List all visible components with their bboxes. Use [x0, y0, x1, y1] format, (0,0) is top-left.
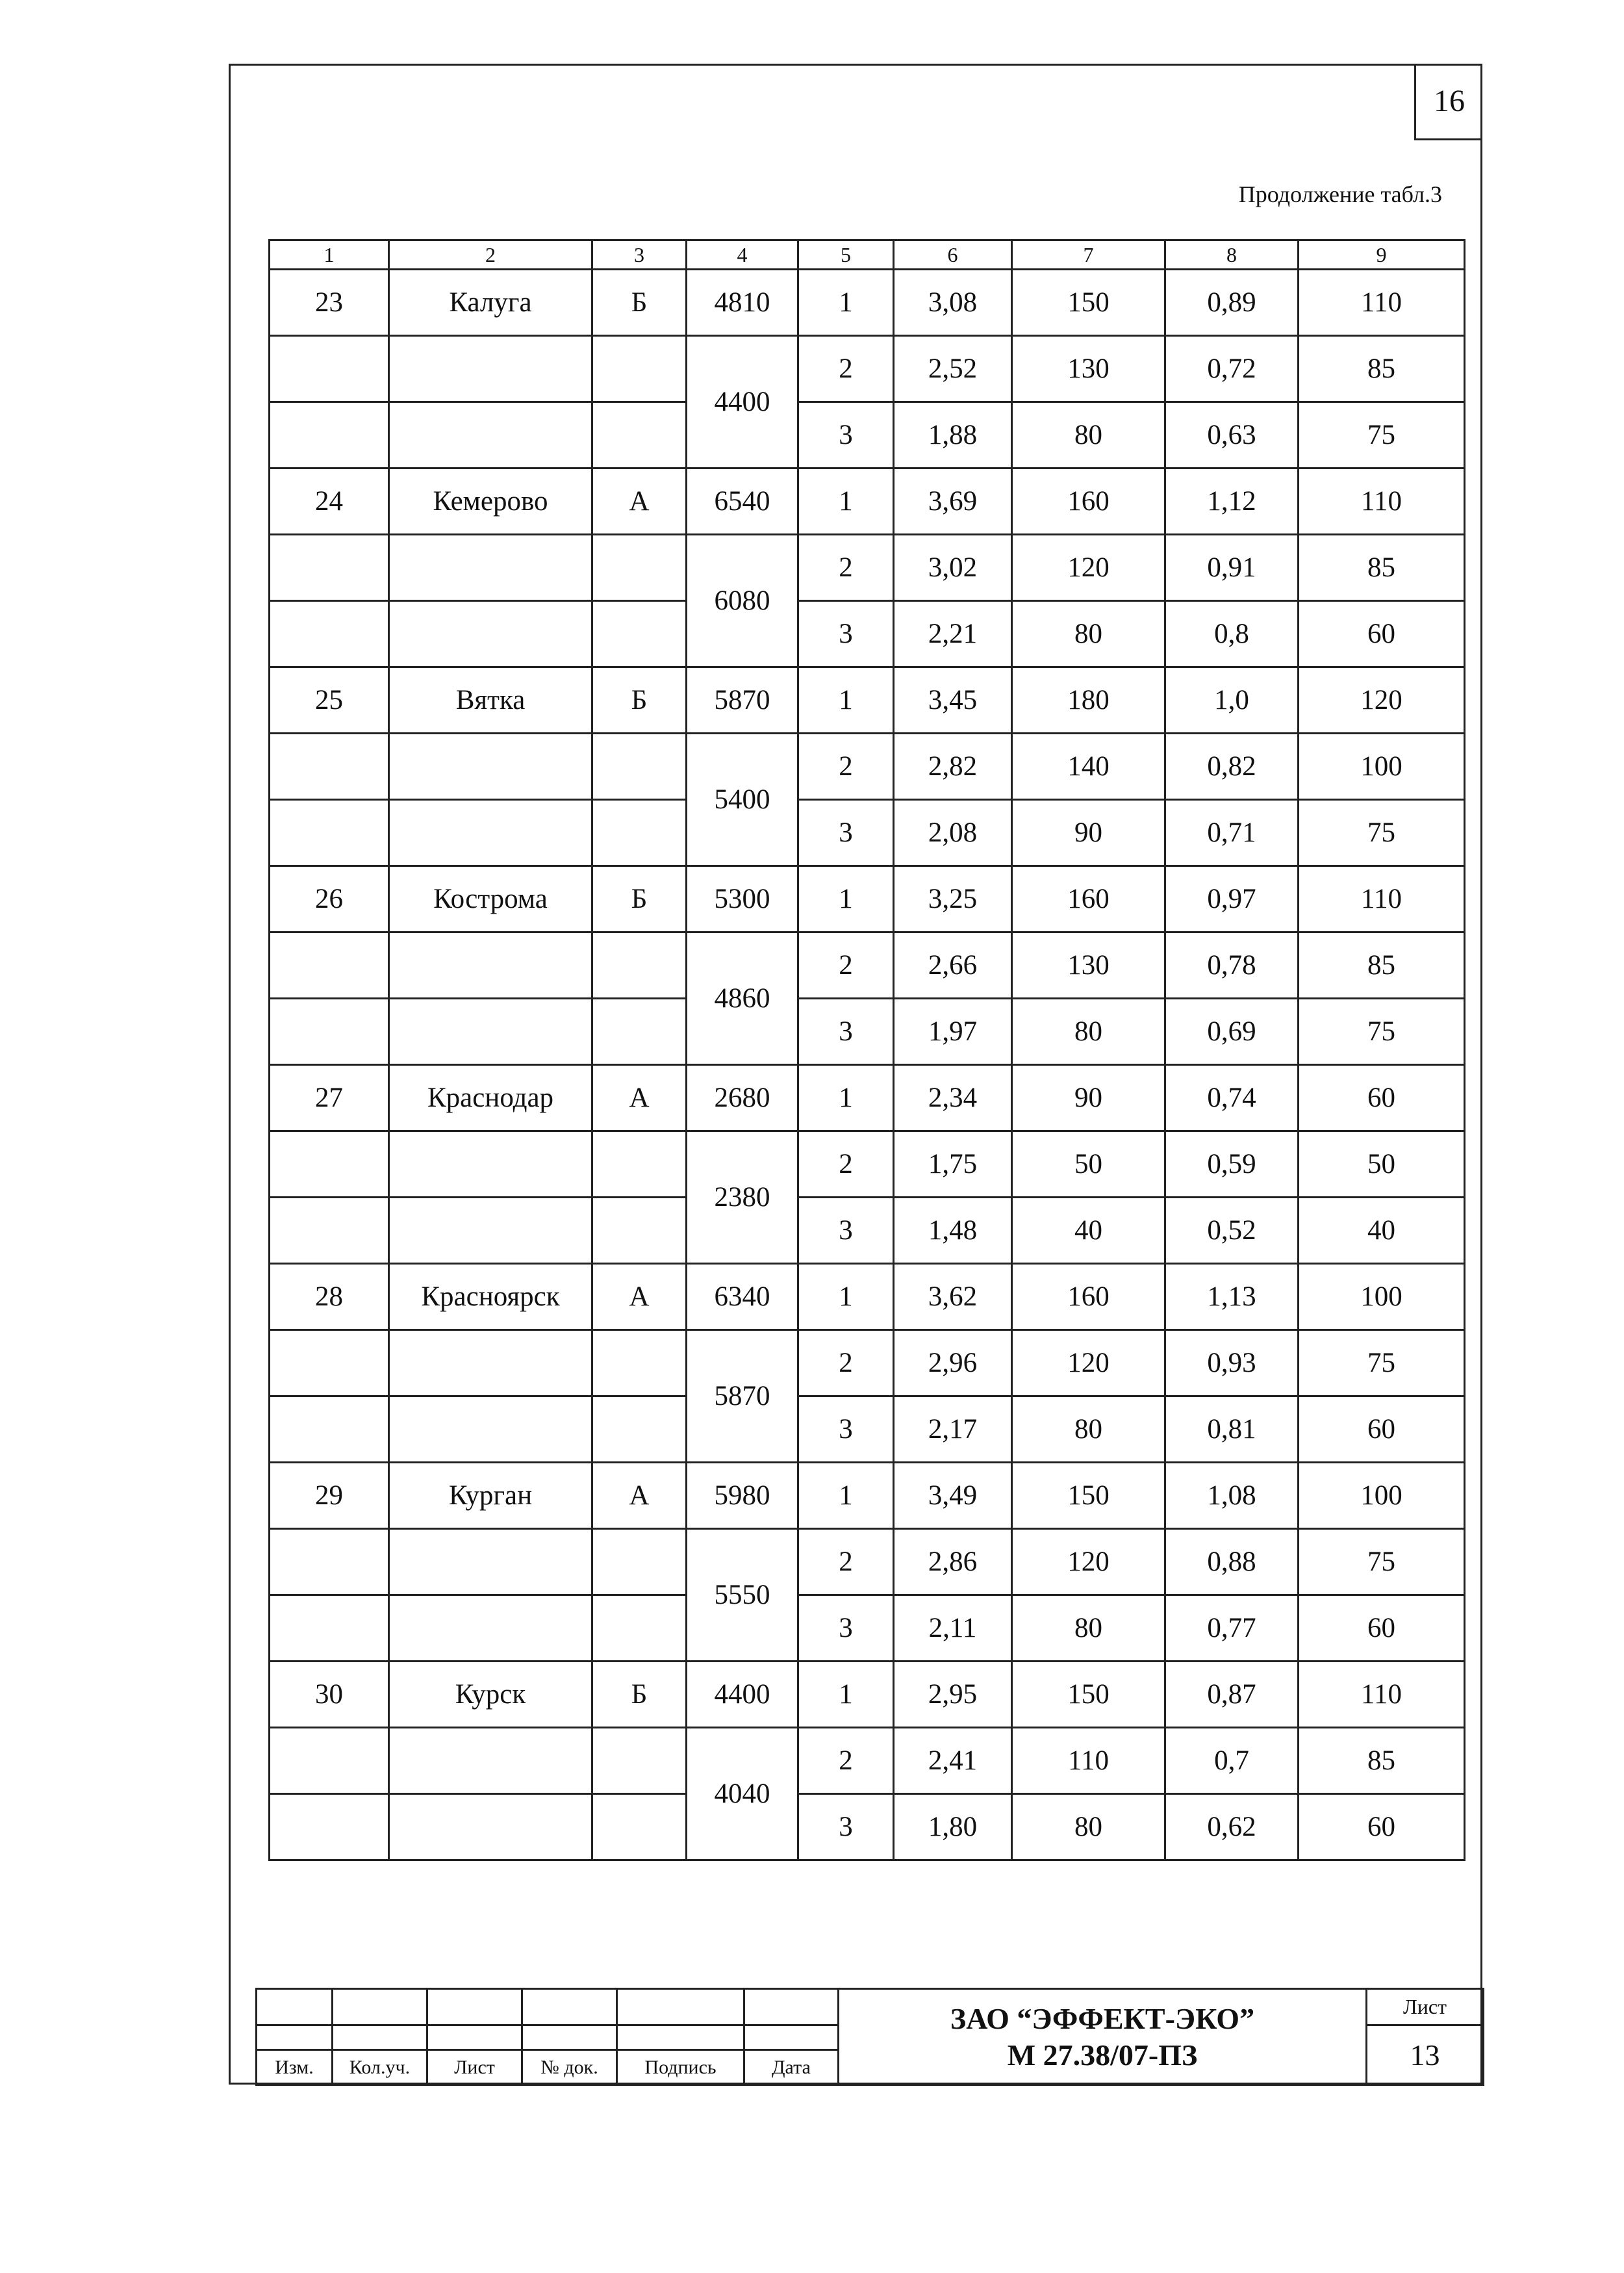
cell-value: 40 — [1012, 1198, 1165, 1264]
cell-value: 2,08 — [894, 800, 1012, 866]
cell-value: 3 — [798, 999, 894, 1065]
value-secondary: 6080 — [687, 535, 798, 667]
empty-cell — [270, 1330, 389, 1396]
empty-cell — [389, 1529, 592, 1595]
row-number: 23 — [270, 270, 389, 336]
cell-value: 0,71 — [1165, 800, 1299, 866]
row-number: 26 — [270, 866, 389, 932]
cell-value: 3 — [798, 800, 894, 866]
table-row — [270, 999, 1465, 1065]
cell-value: 110 — [1299, 1662, 1465, 1728]
empty-cell — [389, 535, 592, 601]
value-primary: 6540 — [687, 469, 798, 535]
city-name: Красноярск — [389, 1264, 592, 1330]
cell-value: 1,0 — [1165, 667, 1299, 734]
table-row — [270, 469, 1465, 535]
empty-cell — [389, 1131, 592, 1198]
cell-value: 90 — [1012, 1065, 1165, 1131]
cell-value: 120 — [1299, 667, 1465, 734]
cell-value: 150 — [1012, 1463, 1165, 1529]
cell-value: 2 — [798, 1728, 894, 1794]
cell-value: 2,86 — [894, 1529, 1012, 1595]
zone: А — [592, 1065, 687, 1131]
empty-cell — [270, 1728, 389, 1794]
city-name: Курск — [389, 1662, 592, 1728]
value-primary: 6340 — [687, 1264, 798, 1330]
empty-cell — [592, 1595, 687, 1662]
cell-value: 2,82 — [894, 734, 1012, 800]
cell-value: 1,12 — [1165, 469, 1299, 535]
stamp-organization — [839, 1989, 1367, 2085]
cell-value: 0,7 — [1165, 1728, 1299, 1794]
title-block — [255, 1988, 1484, 2086]
cell-value: 80 — [1012, 999, 1165, 1065]
table-row — [270, 270, 1465, 336]
stamp-label-date: Дата — [744, 2050, 839, 2085]
empty-cell — [389, 601, 592, 667]
cell-value: 1,80 — [894, 1794, 1012, 1860]
empty-cell — [270, 1595, 389, 1662]
table-row — [270, 601, 1465, 667]
cell-value: 80 — [1012, 1396, 1165, 1463]
empty-cell — [389, 1595, 592, 1662]
stamp-sheet-label: Лист — [1367, 1989, 1484, 2025]
cell-value: 0,88 — [1165, 1529, 1299, 1595]
cell-value: 0,72 — [1165, 336, 1299, 402]
empty-cell — [389, 1794, 592, 1860]
empty-cell — [592, 535, 687, 601]
value-primary: 4810 — [687, 270, 798, 336]
cell-value: 60 — [1299, 1595, 1465, 1662]
cell-value: 50 — [1299, 1131, 1465, 1198]
cell-value: 3 — [798, 1198, 894, 1264]
table-row — [270, 402, 1465, 469]
stamp-cell — [617, 1989, 744, 2025]
row-number: 24 — [270, 469, 389, 535]
column-number: 8 — [1165, 240, 1299, 270]
cell-value: 2,41 — [894, 1728, 1012, 1794]
empty-cell — [270, 601, 389, 667]
document-code: М 27.38/07-ПЗ — [1007, 2038, 1198, 2072]
cell-value: 3,25 — [894, 866, 1012, 932]
page-number: 16 — [1414, 64, 1482, 140]
stamp-cell — [427, 1989, 522, 2025]
table-caption: Продолжение табл.3 — [1238, 181, 1442, 207]
cell-value: 75 — [1299, 1529, 1465, 1595]
empty-cell — [270, 1198, 389, 1264]
data-table — [268, 239, 1465, 1861]
empty-cell — [389, 800, 592, 866]
stamp-cell — [522, 1989, 617, 2025]
column-number-row — [270, 240, 1465, 270]
cell-value: 100 — [1299, 1264, 1465, 1330]
empty-cell — [389, 1330, 592, 1396]
cell-value: 2,21 — [894, 601, 1012, 667]
cell-value: 130 — [1012, 932, 1165, 999]
cell-value: 3,62 — [894, 1264, 1012, 1330]
stamp-cell — [333, 1989, 427, 2025]
cell-value: 2 — [798, 734, 894, 800]
row-number: 27 — [270, 1065, 389, 1131]
stamp-cell — [617, 2025, 744, 2050]
empty-cell — [270, 1131, 389, 1198]
zone: А — [592, 1264, 687, 1330]
cell-value: 1,48 — [894, 1198, 1012, 1264]
stamp-cell — [744, 1989, 839, 2025]
cell-value: 0,97 — [1165, 866, 1299, 932]
empty-cell — [592, 734, 687, 800]
cell-value: 2,52 — [894, 336, 1012, 402]
cell-value: 80 — [1012, 1794, 1165, 1860]
cell-value: 100 — [1299, 1463, 1465, 1529]
value-secondary: 4040 — [687, 1728, 798, 1860]
value-primary: 4400 — [687, 1662, 798, 1728]
zone: Б — [592, 866, 687, 932]
cell-value: 0,63 — [1165, 402, 1299, 469]
cell-value: 3 — [798, 1794, 894, 1860]
cell-value: 2 — [798, 535, 894, 601]
empty-cell — [592, 402, 687, 469]
column-number: 9 — [1299, 240, 1465, 270]
table-row — [270, 1463, 1465, 1529]
table-row — [270, 535, 1465, 601]
cell-value: 0,78 — [1165, 932, 1299, 999]
empty-cell — [270, 932, 389, 999]
cell-value: 0,52 — [1165, 1198, 1299, 1264]
zone: А — [592, 1463, 687, 1529]
empty-cell — [389, 734, 592, 800]
empty-cell — [270, 1794, 389, 1860]
table-row — [270, 1595, 1465, 1662]
cell-value: 160 — [1012, 1264, 1165, 1330]
empty-cell — [270, 1396, 389, 1463]
cell-value: 0,69 — [1165, 999, 1299, 1065]
cell-value: 60 — [1299, 1396, 1465, 1463]
cell-value: 0,8 — [1165, 601, 1299, 667]
table-row — [270, 1065, 1465, 1131]
stamp-cell — [333, 2025, 427, 2050]
cell-value: 0,77 — [1165, 1595, 1299, 1662]
cell-value: 1 — [798, 1065, 894, 1131]
stamp-cell — [257, 1989, 333, 2025]
column-number: 2 — [389, 240, 592, 270]
zone: Б — [592, 270, 687, 336]
cell-value: 85 — [1299, 932, 1465, 999]
cell-value: 1,75 — [894, 1131, 1012, 1198]
stamp-cell — [257, 2025, 333, 2050]
value-secondary: 5550 — [687, 1529, 798, 1662]
value-secondary: 4400 — [687, 336, 798, 469]
column-number: 5 — [798, 240, 894, 270]
empty-cell — [389, 1198, 592, 1264]
table-row — [270, 1728, 1465, 1794]
cell-value: 150 — [1012, 1662, 1165, 1728]
table-row — [270, 1529, 1465, 1595]
cell-value: 60 — [1299, 1794, 1465, 1860]
cell-value: 110 — [1012, 1728, 1165, 1794]
cell-value: 3 — [798, 402, 894, 469]
value-primary: 5870 — [687, 667, 798, 734]
cell-value: 2 — [798, 1131, 894, 1198]
empty-cell — [592, 1330, 687, 1396]
empty-cell — [389, 402, 592, 469]
cell-value: 180 — [1012, 667, 1165, 734]
empty-cell — [389, 999, 592, 1065]
empty-cell — [592, 1131, 687, 1198]
cell-value: 75 — [1299, 402, 1465, 469]
cell-value: 160 — [1012, 866, 1165, 932]
city-name: Курган — [389, 1463, 592, 1529]
empty-cell — [592, 1529, 687, 1595]
cell-value: 75 — [1299, 800, 1465, 866]
cell-value: 90 — [1012, 800, 1165, 866]
zone: Б — [592, 1662, 687, 1728]
cell-value: 130 — [1012, 336, 1165, 402]
cell-value: 60 — [1299, 1065, 1465, 1131]
row-number: 30 — [270, 1662, 389, 1728]
cell-value: 0,81 — [1165, 1396, 1299, 1463]
cell-value: 160 — [1012, 469, 1165, 535]
cell-value: 0,59 — [1165, 1131, 1299, 1198]
cell-value: 3 — [798, 1396, 894, 1463]
cell-value: 0,62 — [1165, 1794, 1299, 1860]
cell-value: 40 — [1299, 1198, 1465, 1264]
cell-value: 1,88 — [894, 402, 1012, 469]
cell-value: 1 — [798, 1264, 894, 1330]
cell-value: 1 — [798, 469, 894, 535]
empty-cell — [270, 336, 389, 402]
stamp-sheet-number: 13 — [1367, 2025, 1484, 2085]
cell-value: 150 — [1012, 270, 1165, 336]
empty-cell — [592, 1728, 687, 1794]
cell-value: 0,74 — [1165, 1065, 1299, 1131]
cell-value: 3 — [798, 601, 894, 667]
organization-name: ЗАО “ЭФФЕКТ-ЭКО” — [950, 2001, 1255, 2035]
cell-value: 100 — [1299, 734, 1465, 800]
cell-value: 80 — [1012, 1595, 1165, 1662]
cell-value: 80 — [1012, 402, 1165, 469]
stamp-cell — [427, 2025, 522, 2050]
value-primary: 5980 — [687, 1463, 798, 1529]
cell-value: 60 — [1299, 601, 1465, 667]
value-primary: 2680 — [687, 1065, 798, 1131]
city-name: Кемерово — [389, 469, 592, 535]
stamp-label-change: Изм. — [257, 2050, 333, 2085]
value-secondary: 4860 — [687, 932, 798, 1065]
empty-cell — [270, 402, 389, 469]
table-row — [270, 1131, 1465, 1198]
stamp-label-signature: Подпись — [617, 2050, 744, 2085]
cell-value: 1 — [798, 866, 894, 932]
cell-value: 2 — [798, 336, 894, 402]
cell-value: 2,96 — [894, 1330, 1012, 1396]
zone: А — [592, 469, 687, 535]
empty-cell — [592, 1198, 687, 1264]
empty-cell — [592, 932, 687, 999]
value-primary: 5300 — [687, 866, 798, 932]
cell-value: 2,11 — [894, 1595, 1012, 1662]
cell-value: 85 — [1299, 1728, 1465, 1794]
cell-value: 120 — [1012, 1529, 1165, 1595]
stamp-label-sheet: Лист — [427, 2050, 522, 2085]
stamp-label-count: Кол.уч. — [333, 2050, 427, 2085]
table-row — [270, 866, 1465, 932]
column-number: 4 — [687, 240, 798, 270]
value-secondary: 5870 — [687, 1330, 798, 1463]
empty-cell — [389, 1728, 592, 1794]
table-row — [270, 800, 1465, 866]
cell-value: 1,08 — [1165, 1463, 1299, 1529]
empty-cell — [592, 601, 687, 667]
empty-cell — [389, 336, 592, 402]
cell-value: 2,17 — [894, 1396, 1012, 1463]
table-row — [270, 1198, 1465, 1264]
table-row — [270, 734, 1465, 800]
cell-value: 3,02 — [894, 535, 1012, 601]
cell-value: 1,13 — [1165, 1264, 1299, 1330]
table-row — [270, 932, 1465, 999]
stamp-cell — [522, 2025, 617, 2050]
cell-value: 2,95 — [894, 1662, 1012, 1728]
value-secondary: 5400 — [687, 734, 798, 866]
cell-value: 2,66 — [894, 932, 1012, 999]
column-number: 3 — [592, 240, 687, 270]
empty-cell — [592, 999, 687, 1065]
cell-value: 0,93 — [1165, 1330, 1299, 1396]
cell-value: 85 — [1299, 336, 1465, 402]
city-name: Кострома — [389, 866, 592, 932]
table-row — [270, 667, 1465, 734]
cell-value: 3 — [798, 1595, 894, 1662]
empty-cell — [592, 800, 687, 866]
cell-value: 50 — [1012, 1131, 1165, 1198]
table-row — [270, 1396, 1465, 1463]
stamp-label-doc: № док. — [522, 2050, 617, 2085]
cell-value: 1 — [798, 1662, 894, 1728]
cell-value: 110 — [1299, 866, 1465, 932]
empty-cell — [270, 800, 389, 866]
zone: Б — [592, 667, 687, 734]
cell-value: 120 — [1012, 1330, 1165, 1396]
empty-cell — [389, 1396, 592, 1463]
cell-value: 75 — [1299, 999, 1465, 1065]
cell-value: 0,91 — [1165, 535, 1299, 601]
cell-value: 3,69 — [894, 469, 1012, 535]
cell-value: 1 — [798, 270, 894, 336]
cell-value: 140 — [1012, 734, 1165, 800]
value-secondary: 2380 — [687, 1131, 798, 1264]
table-row — [270, 1264, 1465, 1330]
column-number: 6 — [894, 240, 1012, 270]
cell-value: 3,08 — [894, 270, 1012, 336]
cell-value: 110 — [1299, 469, 1465, 535]
cell-value: 2,34 — [894, 1065, 1012, 1131]
empty-cell — [270, 734, 389, 800]
empty-cell — [389, 932, 592, 999]
row-number: 25 — [270, 667, 389, 734]
empty-cell — [270, 999, 389, 1065]
empty-cell — [592, 1396, 687, 1463]
column-number: 1 — [270, 240, 389, 270]
city-name: Краснодар — [389, 1065, 592, 1131]
empty-cell — [270, 535, 389, 601]
cell-value: 2 — [798, 1529, 894, 1595]
table-row — [270, 1330, 1465, 1396]
cell-value: 75 — [1299, 1330, 1465, 1396]
cell-value: 3,45 — [894, 667, 1012, 734]
cell-value: 0,89 — [1165, 270, 1299, 336]
stamp-cell — [744, 2025, 839, 2050]
cell-value: 1 — [798, 667, 894, 734]
cell-value: 80 — [1012, 601, 1165, 667]
row-number: 28 — [270, 1264, 389, 1330]
cell-value: 2 — [798, 932, 894, 999]
table-row — [270, 1794, 1465, 1860]
city-name: Калуга — [389, 270, 592, 336]
cell-value: 120 — [1012, 535, 1165, 601]
cell-value: 0,87 — [1165, 1662, 1299, 1728]
table-row — [270, 1662, 1465, 1728]
column-number: 7 — [1012, 240, 1165, 270]
empty-cell — [270, 1529, 389, 1595]
empty-cell — [592, 336, 687, 402]
table-row — [270, 336, 1465, 402]
empty-cell — [592, 1794, 687, 1860]
cell-value: 1,97 — [894, 999, 1012, 1065]
cell-value: 1 — [798, 1463, 894, 1529]
row-number: 29 — [270, 1463, 389, 1529]
cell-value: 3,49 — [894, 1463, 1012, 1529]
city-name: Вятка — [389, 667, 592, 734]
cell-value: 2 — [798, 1330, 894, 1396]
cell-value: 85 — [1299, 535, 1465, 601]
cell-value: 0,82 — [1165, 734, 1299, 800]
cell-value: 110 — [1299, 270, 1465, 336]
